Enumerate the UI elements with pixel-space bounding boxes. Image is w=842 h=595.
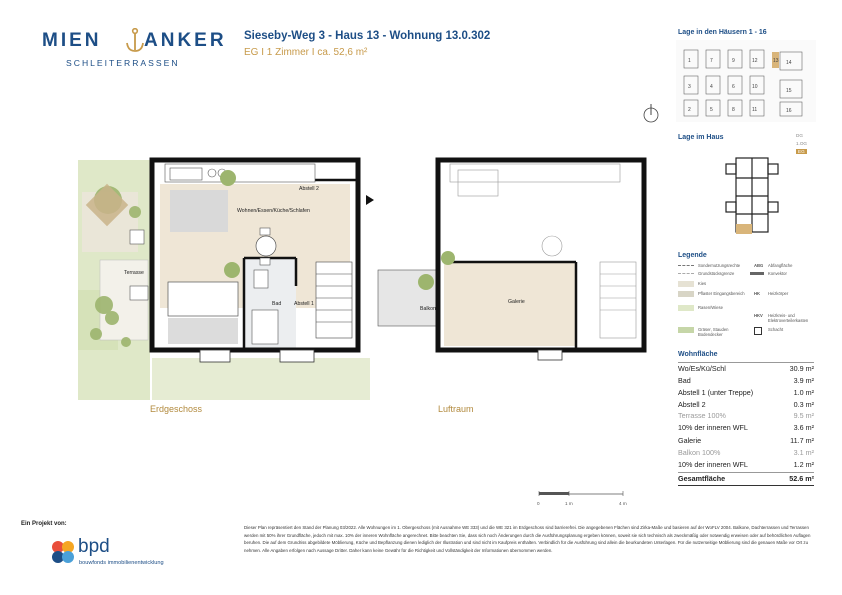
floor-tag-dg: DG <box>796 133 803 138</box>
brand-logo <box>40 28 227 78</box>
scale-tick-4: 4 m <box>619 501 627 506</box>
brand-name-right: ANKER <box>144 30 227 51</box>
disclaimer-text: Dieser Plan repräsentiert den Stand der Planung 03/2022. Alle Wohnungen im 1. Obergeschoss (mit Ausnahme WE 333) und die WE 321 im Erdgeschoss sind barrierefrei. Die angegebenen Flächen sind Zirka-Maße und basieren auf der WoFLV 2004. Balkone, Dachterrassen und Terrassen werden mit 50% ihrer Grundfläche, jedoch mit max. 10% der inneren Wohnfläche angerechnet. Bitte beachten Sie, dass sich noch Änderungen durch die Ausführungsplanung ergeben können, soweit sie sich technisch als zweckmäßig oder notwendig erweisen oder auf behördlichen Auflagen beruhen. Die auf dem Grundriss abgebildete Möblierung, Küche und Bepflanzung dienen lediglich der Illustration und sind nicht im Kaufpreis enthalten. Verbindlich für die Ausführung sind allein die beurkundeten Unterlagen. Für die nutzerseitige Möblierung sind die genauen Maße vor Ort zu nehmen. Alle Angaben erfolgen nach Aussage Dritter. Daher kann keine Gewähr für die Richtigkeit und Vollständigkeit der Informationen übernommen werden. <box>244 525 811 553</box>
floor-tag-og: 1.OG <box>796 141 807 146</box>
legend-label: Gräser, Stauden Bodendecker <box>698 327 729 337</box>
block-label: 1 <box>688 58 691 64</box>
block-label: 8 <box>732 107 735 113</box>
bpd-logo-icon <box>50 538 76 564</box>
area-table-title: Wohnfläche <box>678 351 718 358</box>
block-label: 2 <box>688 107 691 113</box>
north-arrow-icon <box>642 102 660 124</box>
plants-swatch <box>678 327 694 333</box>
area-row <box>678 364 814 373</box>
legend-label: Kies <box>698 281 707 286</box>
block-label: 5 <box>710 107 713 113</box>
block-label: 16 <box>786 108 792 114</box>
area-total-label: Gesamtfläche <box>678 474 726 483</box>
shaft-swatch <box>754 327 762 335</box>
area-label: 10% der inneren WFL <box>678 460 748 469</box>
scale-bar <box>537 490 627 502</box>
location-title: Lage in den Häusern 1 - 16 <box>678 29 767 36</box>
room-label-abstell1: Abstell 1 <box>294 301 314 307</box>
legend-abbr-label: Abfangfläche <box>768 263 793 268</box>
area-value: 0.3 m² <box>793 400 814 409</box>
legend-abbr-label: Schacht <box>768 327 784 332</box>
partner-label: Ein Projekt von: <box>21 521 67 527</box>
brand-name-left: MIEN <box>42 30 102 51</box>
area-value: 30.9 m² <box>789 364 814 373</box>
block-label: 11 <box>752 107 758 113</box>
legend-abbr: ABG <box>754 263 764 268</box>
block-label: 13 <box>773 58 779 64</box>
scale-tick-1: 1 m <box>565 501 573 506</box>
floor-tag-eg: EG <box>798 149 805 154</box>
floor-label-void: Luftraum <box>438 404 474 414</box>
area-label: Wo/Es/Kü/Schl <box>678 364 726 373</box>
block-label: 10 <box>752 84 758 90</box>
legend-abbr: HKV <box>754 313 763 318</box>
area-row <box>678 436 814 445</box>
area-row <box>678 448 814 457</box>
line-swatch <box>678 273 694 274</box>
room-label-galerie: Galerie <box>508 299 525 305</box>
legend-abbr-label: Heizkörper <box>768 291 789 296</box>
room-label-terrasse: Terrasse <box>124 270 144 276</box>
area-value: 3.1 m² <box>793 448 814 457</box>
room-label-balkon: Balkon <box>420 306 436 312</box>
area-value: 3.6 m² <box>793 423 814 432</box>
scale-tick-0: 0 <box>537 501 540 506</box>
legend-abbr: HK <box>754 291 761 296</box>
block-label: 12 <box>752 58 758 64</box>
block-label: 7 <box>710 58 713 64</box>
block-label: 4 <box>710 84 713 90</box>
area-row <box>678 376 814 385</box>
area-label: Abstell 1 (unter Treppe) <box>678 388 754 397</box>
area-value: 1.0 m² <box>793 388 814 397</box>
area-label: Galerie <box>678 436 702 445</box>
legend-title: Legende <box>678 252 707 259</box>
area-label: Abstell 2 <box>678 400 706 409</box>
house-plan-mini <box>720 150 780 242</box>
block-label: 9 <box>732 58 735 64</box>
legend-label: Rasen/Wiese <box>698 305 723 310</box>
convector-swatch <box>750 272 764 275</box>
area-row <box>678 460 814 469</box>
unit-summary: EG I 1 Zimmer I ca. 52,6 m² <box>244 47 368 58</box>
legend-label: Sondernutzungsrechte <box>698 263 741 268</box>
partner-name: bpd <box>78 536 110 557</box>
site-map <box>676 40 816 122</box>
block-label: 6 <box>732 84 735 90</box>
area-total-value: 52.6 m² <box>789 474 814 483</box>
room-label-bad: Bad <box>272 301 282 307</box>
house-position-title: Lage im Haus <box>678 134 724 141</box>
block-label: 15 <box>786 88 792 94</box>
area-value: 1.2 m² <box>793 460 814 469</box>
partner-subtitle: bouwfonds immobilienentwicklung <box>79 560 164 566</box>
legend-abbr-label: Konvektor <box>768 271 787 276</box>
room-label-abstell2: Abstell 2 <box>299 186 319 192</box>
block-label: 3 <box>688 84 691 90</box>
area-label: Terrasse 100% <box>678 411 726 420</box>
area-label: 10% der inneren WFL <box>678 423 748 432</box>
area-row <box>678 423 814 432</box>
paving-swatch <box>678 291 694 297</box>
anchor-icon <box>124 28 146 54</box>
floor-plan <box>0 150 660 410</box>
page-title: Sieseby-Weg 3 - Haus 13 - Wohnung 13.0.302 <box>244 30 491 42</box>
area-total-row <box>678 474 814 483</box>
area-value: 11.7 m² <box>790 436 814 445</box>
room-label-living: Wohnen/Essen/Küche/Schlafen <box>237 208 310 214</box>
legend-label: Pflaster Eingangsbereich <box>698 291 745 296</box>
area-value: 3.9 m² <box>793 376 814 385</box>
brand-tagline: SCHLEITERRASSEN <box>66 58 180 68</box>
legend-label: Grundstücksgrenze <box>698 271 735 276</box>
block-label: 14 <box>786 60 792 66</box>
area-row <box>678 388 814 397</box>
area-row <box>678 411 814 420</box>
legend <box>678 263 814 345</box>
line-swatch <box>678 265 694 266</box>
gravel-swatch <box>678 281 694 287</box>
area-label: Balkon 100% <box>678 448 721 457</box>
legend-abbr-label: Heizkreis- und Elektroverteilerkasten <box>768 313 809 323</box>
area-row <box>678 400 814 409</box>
area-label: Bad <box>678 376 691 385</box>
floor-label-ground: Erdgeschoss <box>150 404 203 414</box>
lawn-swatch <box>678 305 694 311</box>
area-value: 9.5 m² <box>793 411 814 420</box>
